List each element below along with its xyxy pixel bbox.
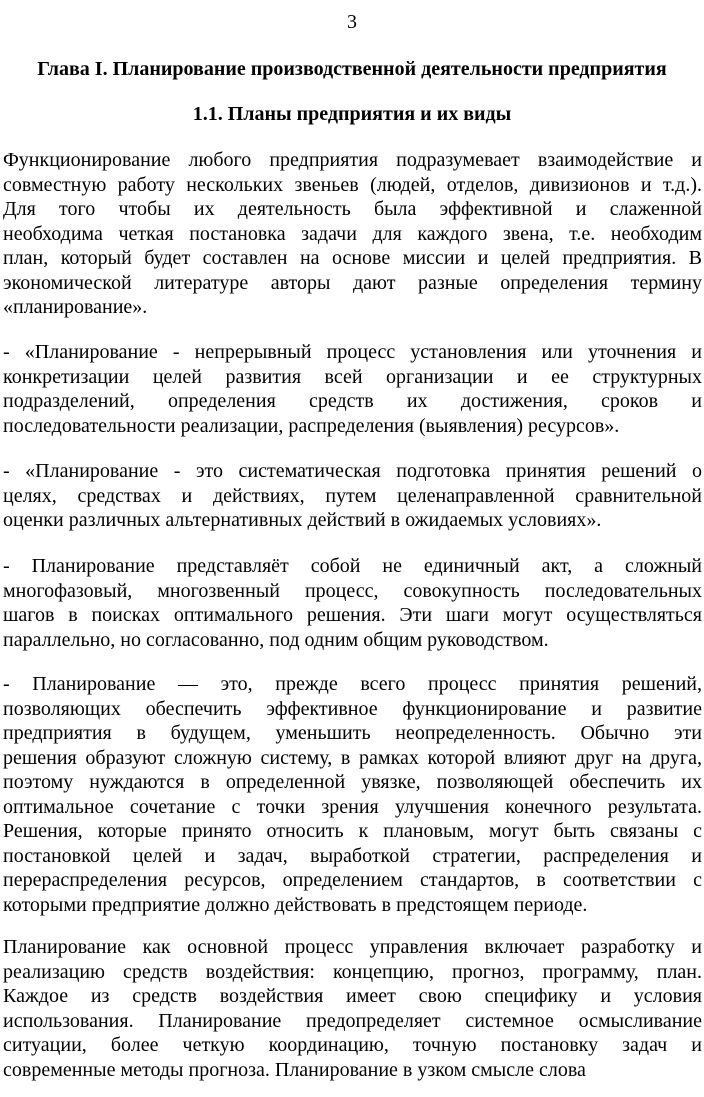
text-line: целях, средствах и действиях, путем целенаправленной сравнительной (3, 484, 702, 507)
text-line: необходима четкая постановка задачи для каждого звена, т.е. необходим (3, 222, 702, 245)
text-line: Планирование как основной процесс управления включает разработку и (3, 936, 702, 958)
text-line: Функционирование любого предприятия подразумевает взаимодействие и (3, 149, 702, 171)
paragraph (3, 148, 702, 320)
text-line: поэтому нуждаются в определенной увязке, позволяющей обеспечить их (3, 771, 702, 793)
paragraph (3, 672, 702, 917)
text-line: - «Планирование - это систематическая подготовка принятия решений о (3, 460, 702, 482)
text-line: использования. Планирование предопределяет системное осмысливание (3, 1009, 702, 1032)
paragraph (3, 554, 702, 652)
paragraph (3, 459, 702, 533)
text-line: совместную работу нескольких звеньев (людей, отделов, дивизионов и т.д.). (3, 173, 702, 196)
paragraph (3, 935, 702, 1082)
text-line: современные методы прогноза. Планирование в узком смысле слова (3, 1058, 586, 1081)
text-line: оценки различных альтернативных действий в ожидаемых условиях». (3, 509, 602, 531)
text-line: оптимальное сочетание с точки зрения улучшения конечного результата. (3, 795, 702, 818)
paragraph (3, 340, 702, 438)
text-line: Каждое из средств воздействия имеет свою специфику и условия (3, 985, 702, 1007)
text-line: ситуации, более четкую координацию, точную постановку задач и (3, 1034, 702, 1056)
text-line: которыми предприятие должно действовать в предстоящем периоде. (3, 893, 588, 916)
chapter-title: Глава I. Планирование производственной деятельности предприятия (37, 58, 667, 80)
text-line: последовательности реализации, распределения (выявления) ресурсов». (3, 414, 620, 437)
text-line: Решения, которые принято относить к плановым, могут быть связаны с (3, 820, 702, 842)
text-line: - «Планирование - непрерывный процесс установления или уточнения и (3, 341, 702, 363)
text-line: реализацию средств воздействия: концепцию, прогноз, программу, план. (3, 960, 702, 983)
text-line: план, который будет составлен на основе миссии и целей предприятия. В (3, 247, 702, 269)
text-line: параллельно, но согласованно, под одним общим руководством. (3, 628, 549, 651)
text-line: - Планирование представляёт собой не единичный акт, а сложный (3, 555, 702, 577)
text-line: шагов в поисках оптимального решения. Эти шаги могут осуществляться (3, 604, 702, 626)
text-line: экономической литературе авторы дают разные определения термину (3, 271, 702, 294)
text-line: многофазовый, многозвенный процесс, совокупность последовательных (3, 579, 702, 602)
text-line: Для того чтобы их деятельность была эффективной и слаженной (3, 198, 702, 220)
section-title: 1.1. Планы предприятия и их виды (192, 103, 512, 125)
text-line: - Планирование — это, прежде всего процесс принятия решений, (3, 673, 702, 695)
page-number: 3 (347, 11, 357, 33)
text-line: «планирование». (3, 296, 148, 318)
text-line: конкретизации целей развития всей организации и ее структурных (3, 365, 702, 388)
text-line: постановкой целей и задач, выработкой стратегии, распределения и (3, 844, 702, 867)
text-line: решения образуют сложную систему, в рамках которой влияют друг на друга, (3, 746, 702, 769)
text-line: предприятия в будущем, уменьшить неопределенность. Обычно эти (3, 722, 702, 744)
text-line: позволяющих обеспечить эффективное функционирование и развитие (3, 697, 702, 720)
text-line: перераспределения ресурсов, определением стандартов, в соответствии с (3, 869, 702, 891)
text-line: подразделений, определения средств их достижения, сроков и (3, 390, 702, 412)
